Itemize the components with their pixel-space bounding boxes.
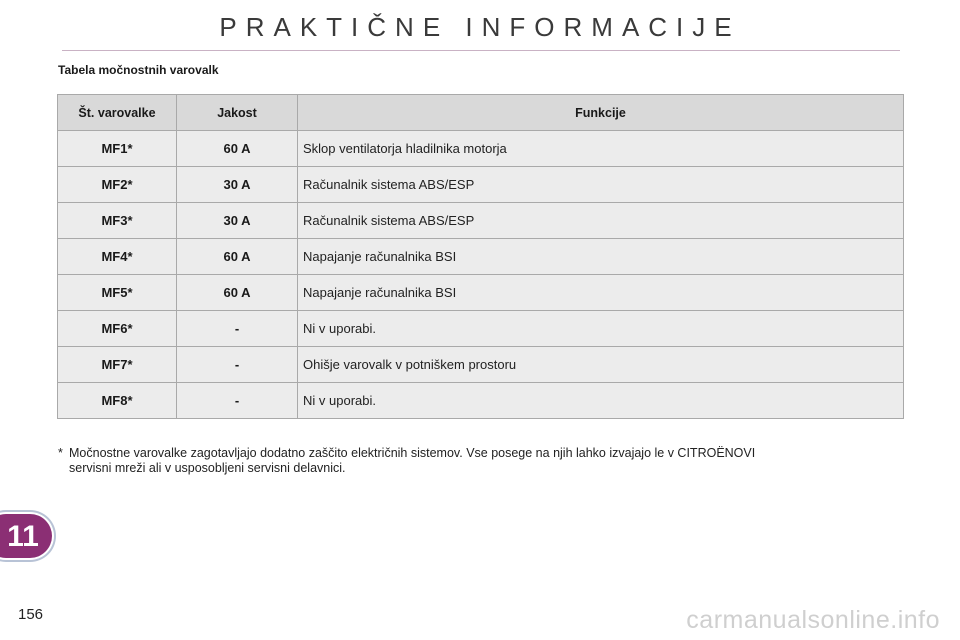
- amperage-cell: -: [177, 311, 298, 347]
- table-row: [58, 203, 904, 239]
- fuse-table: [57, 94, 904, 419]
- footnote-line-1: [58, 446, 908, 461]
- table-row: [58, 347, 904, 383]
- title-divider: [62, 50, 900, 51]
- function-cell: Ni v uporabi.: [298, 383, 904, 419]
- chapter-number: 11: [7, 520, 39, 553]
- function-cell: Računalnik sistema ABS/ESP: [298, 167, 904, 203]
- table-row: [58, 383, 904, 419]
- footnote: [58, 446, 908, 476]
- fuse-number-cell: MF7*: [58, 347, 177, 383]
- amperage-cell: -: [177, 383, 298, 419]
- function-cell: Računalnik sistema ABS/ESP: [298, 203, 904, 239]
- table-row: [58, 275, 904, 311]
- column-header-functions: Funkcije: [298, 95, 904, 131]
- amperage-cell: 60 A: [177, 239, 298, 275]
- table-row: [58, 131, 904, 167]
- footnote-text-1: Močnostne varovalke zagotavljajo dodatno zaščito električnih sistemov. Vse posege na njih lahko izvajajo le v CITROËNOVI: [69, 446, 756, 460]
- table-row: [58, 239, 904, 275]
- fuse-number-cell: MF4*: [58, 239, 177, 275]
- fuse-number-cell: MF3*: [58, 203, 177, 239]
- column-header-fuse-number: Št. varovalke: [58, 95, 177, 131]
- fuse-number-cell: MF1*: [58, 131, 177, 167]
- table-header-row: [58, 95, 904, 131]
- amperage-cell: 30 A: [177, 203, 298, 239]
- watermark: carmanualsonline.info: [686, 606, 940, 634]
- function-cell: Napajanje računalnika BSI: [298, 239, 904, 275]
- function-cell: Ni v uporabi.: [298, 311, 904, 347]
- column-header-amperage: Jakost: [177, 95, 298, 131]
- amperage-cell: 60 A: [177, 275, 298, 311]
- amperage-cell: 60 A: [177, 131, 298, 167]
- table-row: [58, 167, 904, 203]
- function-cell: Sklop ventilatorja hladilnika motorja: [298, 131, 904, 167]
- page-title: PRAKTIČNE INFORMACIJE: [219, 12, 741, 42]
- section-heading: Tabela močnostnih varovalk: [58, 63, 219, 77]
- fuse-number-cell: MF2*: [58, 167, 177, 203]
- page-number: 156: [18, 606, 44, 623]
- amperage-cell: -: [177, 347, 298, 383]
- function-cell: Napajanje računalnika BSI: [298, 275, 904, 311]
- footnote-marker: *: [58, 446, 63, 460]
- fuse-number-cell: MF8*: [58, 383, 177, 419]
- table-row: [58, 311, 904, 347]
- footnote-line-2: servisni mreži ali v usposobljeni servisni delavnici.: [69, 461, 346, 475]
- fuse-number-cell: MF6*: [58, 311, 177, 347]
- function-cell: Ohišje varovalk v potniškem prostoru: [298, 347, 904, 383]
- amperage-cell: 30 A: [177, 167, 298, 203]
- fuse-number-cell: MF5*: [58, 275, 177, 311]
